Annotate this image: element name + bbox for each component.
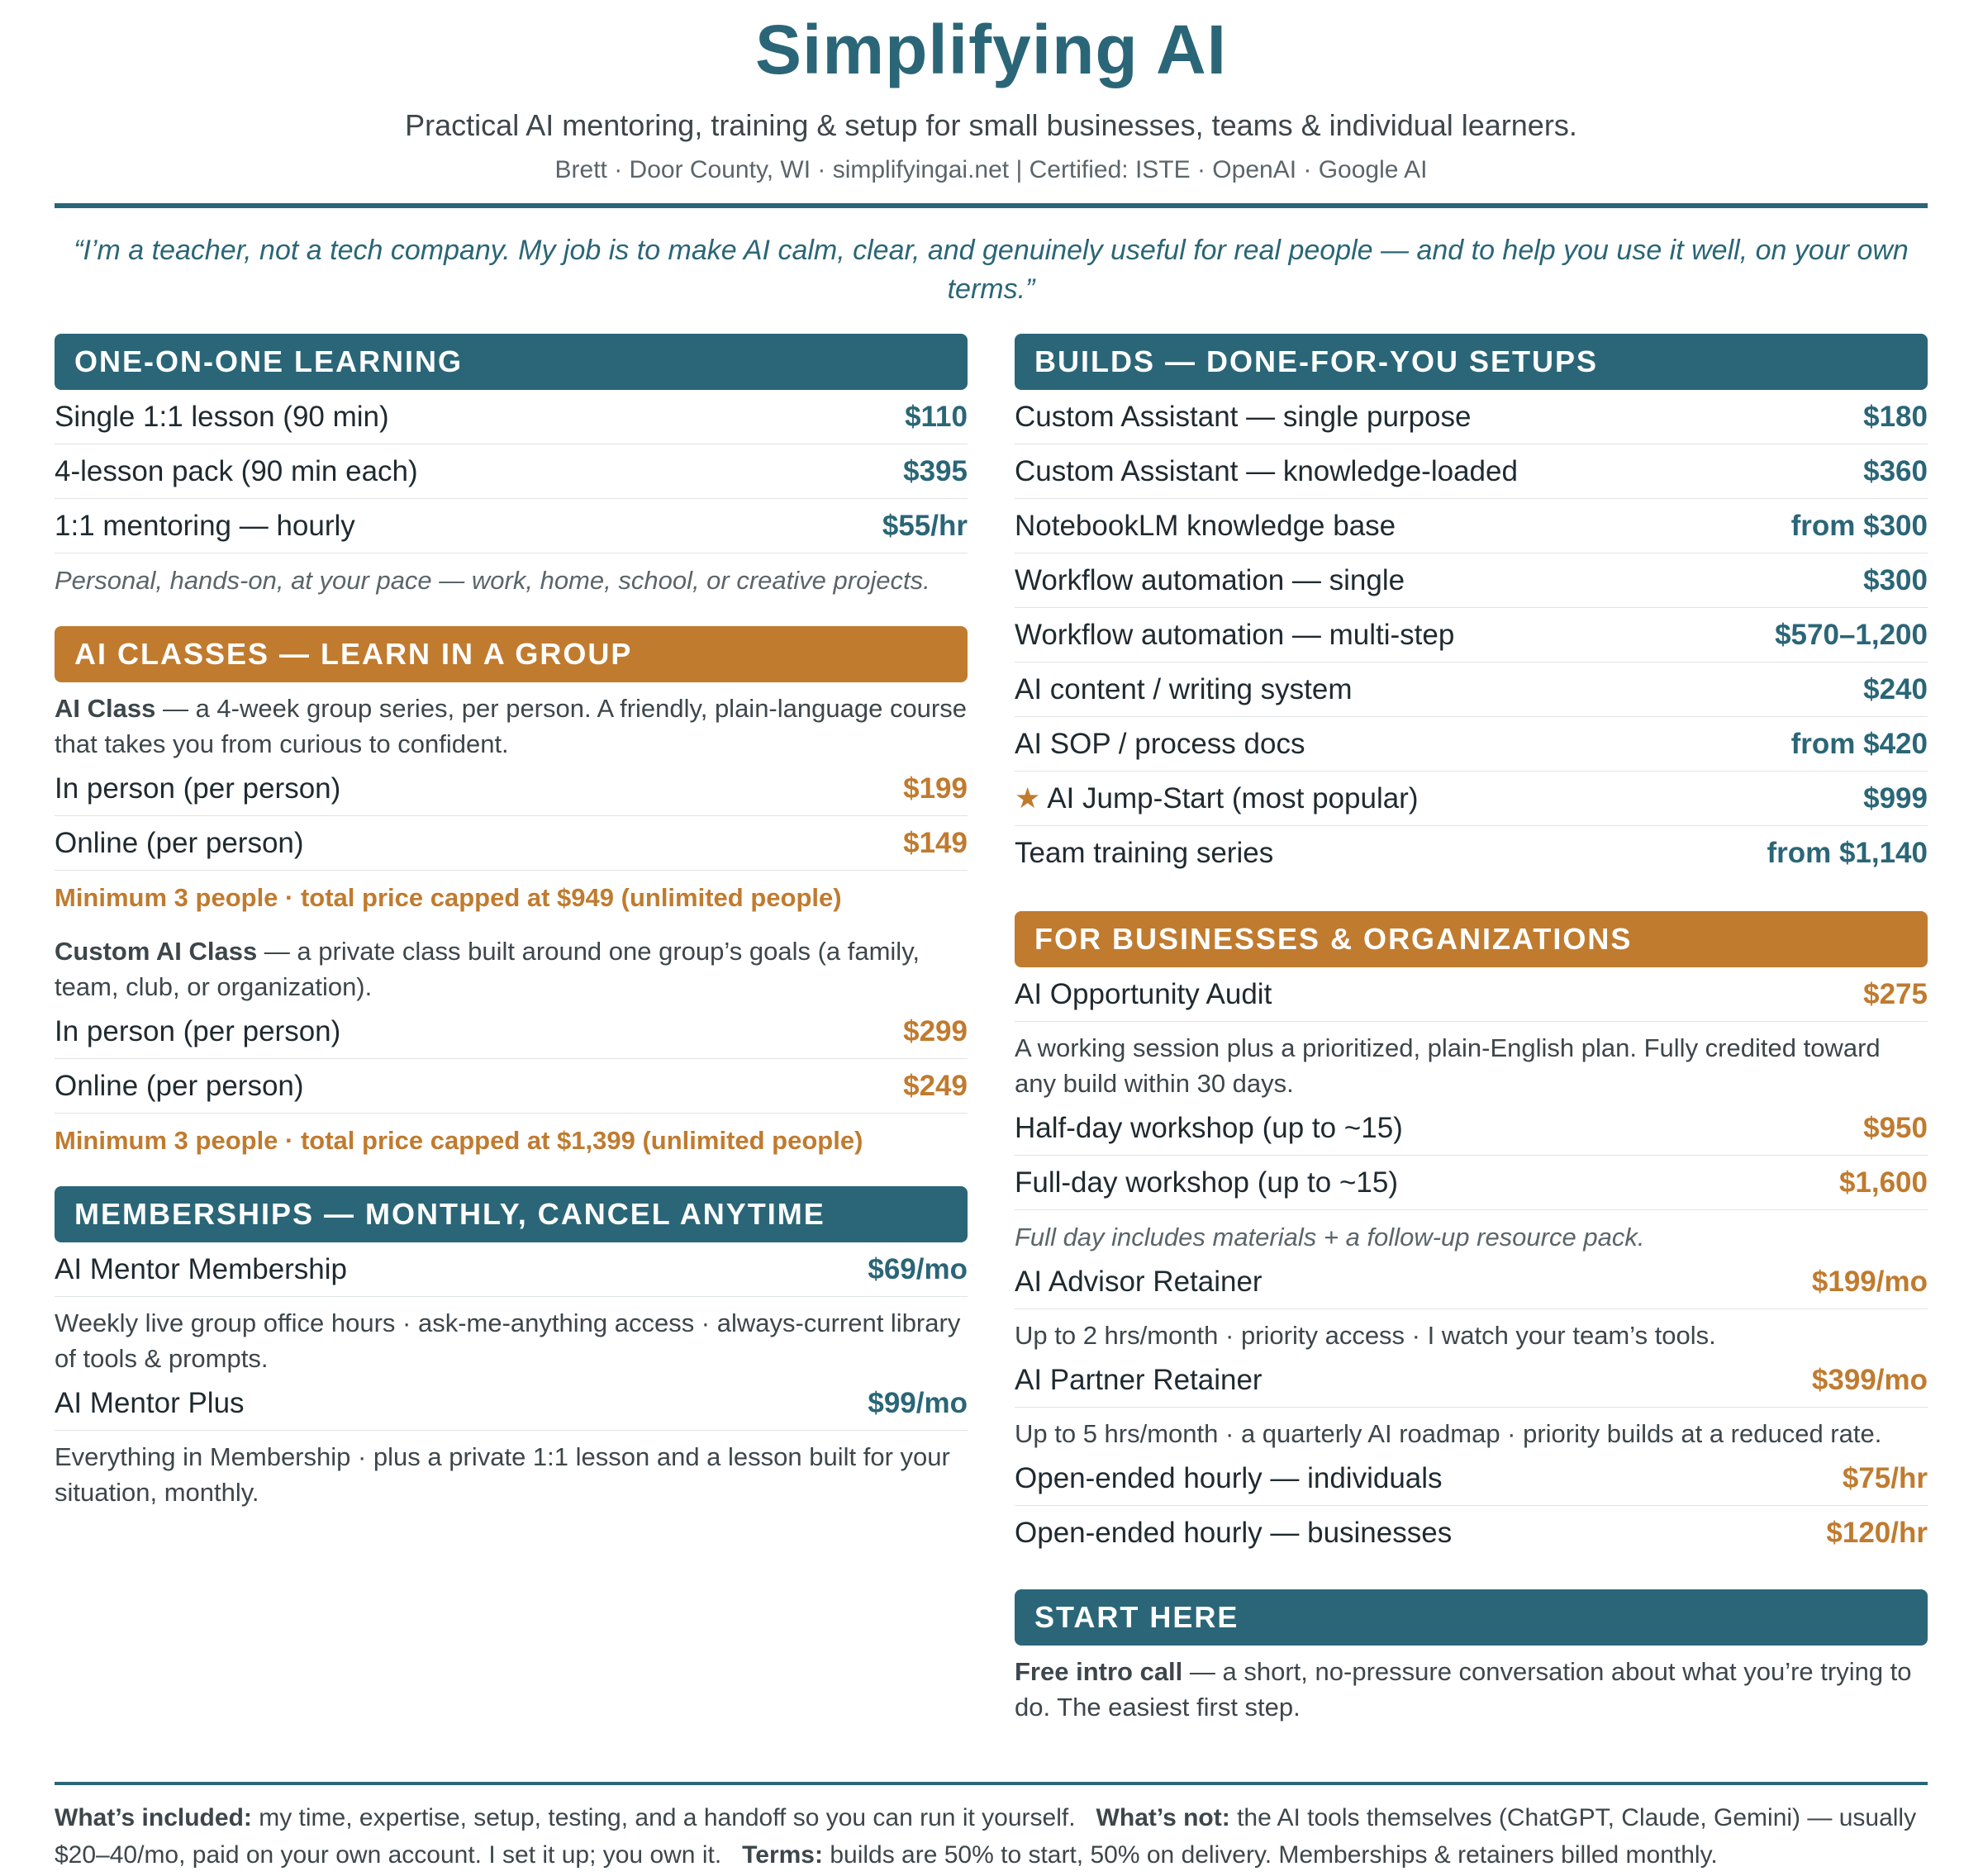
price-row — [55, 499, 968, 553]
terms-label: Terms: — [742, 1841, 823, 1869]
item-label: Custom Assistant — knowledge-loaded — [1015, 454, 1518, 487]
item-price: from $300 — [1790, 509, 1928, 542]
item-label: NotebookLM knowledge base — [1015, 509, 1396, 542]
item-label: AI Jump-Start (most popular) — [1047, 781, 1419, 815]
item-price: $275 — [1863, 977, 1928, 1010]
item-price: $55/hr — [882, 509, 968, 542]
right-column — [1015, 334, 1928, 1725]
item-price: $299 — [903, 1014, 968, 1047]
included-text: my time, expertise, setup, testing, and a handoff so you can run it yourself. — [251, 1804, 1096, 1831]
item-price: $360 — [1863, 454, 1928, 487]
item-label: AI Opportunity Audit — [1015, 977, 1272, 1010]
item-price: $570–1,200 — [1775, 618, 1928, 651]
item-label: Single 1:1 lesson (90 min) — [55, 400, 389, 433]
price-row — [55, 762, 968, 816]
item-price: $240 — [1863, 672, 1928, 705]
footer-terms — [55, 1799, 1928, 1874]
price-row — [1015, 1451, 1928, 1506]
price-row — [1015, 444, 1928, 499]
price-row — [55, 1376, 968, 1431]
item-label: AI Mentor Plus — [55, 1386, 245, 1419]
item-price: $99/mo — [868, 1386, 968, 1419]
item-price: $75/hr — [1842, 1461, 1928, 1494]
item-label: AI Mentor Membership — [55, 1252, 348, 1285]
price-row — [1015, 717, 1928, 772]
item-price: $149 — [903, 826, 968, 859]
left-column — [55, 334, 968, 1510]
footer-divider — [55, 1782, 1928, 1785]
price-row — [1015, 1506, 1928, 1560]
ai-class-description — [55, 691, 968, 762]
mission-quote: “I’m a teacher, not a tech company. My job is to make AI calm, clear, and genuinely useful for real people — and to help you use it well, on your own terms.” — [74, 235, 1909, 305]
custom-class-minimum: Minimum 3 people · total price capped at $1,399 (unlimited people) — [55, 1126, 863, 1155]
section-heading-start: START HERE — [1015, 1589, 1928, 1646]
page-subtitle: Practical AI mentoring, training & setup for small businesses, teams & individual learners. — [405, 108, 1577, 142]
ai-class-minimum: Minimum 3 people · total price capped at $949 (unlimited people) — [55, 883, 842, 912]
custom-class-name: Custom AI Class — [55, 937, 258, 966]
item-label-featured — [1015, 782, 1419, 815]
item-price: $300 — [1863, 563, 1928, 596]
intro-call-desc: — a short, no-pressure conversation about what you’re trying to do. The easiest first step. — [1015, 1657, 1912, 1722]
item-price: from $1,140 — [1767, 836, 1928, 869]
intro-call-description — [1015, 1654, 1928, 1725]
section-heading-builds: BUILDS — DONE-FOR-YOU SETUPS — [1015, 334, 1928, 390]
price-row — [1015, 1255, 1928, 1309]
section-heading-classes: AI CLASSES — LEARN IN A GROUP — [55, 626, 968, 682]
section-heading-business: FOR BUSINESSES & ORGANIZATIONS — [1015, 911, 1928, 967]
price-row — [55, 390, 968, 444]
item-label: In person (per person) — [55, 1014, 341, 1047]
item-label: Full-day workshop (up to ~15) — [1015, 1166, 1398, 1199]
price-row — [1015, 608, 1928, 663]
terms-text: builds are 50% to start, 50% on delivery. Memberships & retainers billed monthly. — [822, 1841, 1718, 1869]
price-row — [55, 816, 968, 871]
price-row — [1015, 826, 1928, 880]
item-label: 1:1 mentoring — hourly — [55, 509, 355, 542]
price-row — [1015, 1353, 1928, 1408]
price-row — [55, 1004, 968, 1059]
not-included-label: What’s not: — [1096, 1804, 1230, 1831]
item-label: 4-lesson pack (90 min each) — [55, 454, 418, 487]
section-heading-memberships: MEMBERSHIPS — MONTHLY, CANCEL ANYTIME — [55, 1186, 968, 1242]
item-label: Open-ended hourly — individuals — [1015, 1461, 1443, 1494]
item-price: $69/mo — [868, 1252, 968, 1285]
star-icon: ★ — [1015, 781, 1041, 815]
item-label: AI SOP / process docs — [1015, 727, 1305, 760]
price-row — [55, 444, 968, 499]
item-price: $399/mo — [1811, 1363, 1928, 1396]
item-price: $110 — [905, 400, 968, 433]
page-title: Simplifying AI — [755, 11, 1227, 88]
price-row — [1015, 553, 1928, 608]
item-label: AI Partner Retainer — [1015, 1363, 1263, 1396]
section-heading-one-on-one: ONE-ON-ONE LEARNING — [55, 334, 968, 390]
pricing-columns — [55, 334, 1928, 1738]
not-included-text: the AI tools themselves (ChatGPT, Claude, Gemini) — usually $20–40/mo, paid on your own account. I set it up; you own it. — [55, 1804, 1924, 1869]
item-price: $249 — [903, 1069, 968, 1102]
item-label: Half-day workshop (up to ~15) — [1015, 1111, 1403, 1144]
item-label: Open-ended hourly — businesses — [1015, 1516, 1453, 1549]
intro-call-name: Free intro call — [1015, 1657, 1183, 1686]
membership-description: Weekly live group office hours · ask-me-anything access · always-current library of tools & prompts. — [55, 1308, 961, 1373]
price-row — [1015, 499, 1928, 553]
contact-line: Brett · Door County, WI · simplifyingai.net | Certified: ISTE · OpenAI · Google AI — [554, 156, 1428, 183]
audit-description: A working session plus a prioritized, plain-English plan. Fully credited toward any build within 30 days. — [1015, 1033, 1881, 1098]
item-label: Workflow automation — single — [1015, 563, 1405, 596]
ai-class-name: AI Class — [55, 694, 156, 723]
item-label: Workflow automation — multi-step — [1015, 618, 1455, 651]
header-divider — [55, 203, 1928, 208]
ai-class-desc: — a 4-week group series, per person. A friendly, plain-language course that takes you from curious to confident. — [55, 694, 967, 758]
workshop-note: Full day includes materials + a follow-up resource pack. — [1015, 1223, 1645, 1251]
included-label: What’s included: — [55, 1804, 252, 1831]
price-row — [55, 1059, 968, 1114]
price-sheet — [55, 0, 1928, 1738]
item-label: Online (per person) — [55, 1069, 304, 1102]
custom-class-desc: — a private class built around one group’s goals (a family, team, club, or organization). — [55, 937, 920, 1001]
item-label: Custom Assistant — single purpose — [1015, 400, 1472, 433]
item-label: AI Advisor Retainer — [1015, 1265, 1263, 1298]
partner-description: Up to 5 hrs/month · a quarterly AI roadmap · priority builds at a reduced rate. — [1015, 1419, 1882, 1448]
item-label: In person (per person) — [55, 772, 341, 805]
price-row — [1015, 390, 1928, 444]
item-price: $180 — [1863, 400, 1928, 433]
membership-plus-description: Everything in Membership · plus a private 1:1 lesson and a lesson built for your situation, monthly. — [55, 1442, 950, 1507]
item-label: Online (per person) — [55, 826, 304, 859]
item-price: $199/mo — [1811, 1265, 1928, 1298]
item-price: $395 — [903, 454, 968, 487]
price-row — [1015, 1156, 1928, 1210]
item-price: $950 — [1863, 1111, 1928, 1144]
item-label: Team training series — [1015, 836, 1274, 869]
item-price: $199 — [903, 772, 968, 805]
custom-class-description — [55, 933, 968, 1004]
item-label: AI content / writing system — [1015, 672, 1353, 705]
item-price: from $420 — [1790, 727, 1928, 760]
item-price: $120/hr — [1826, 1516, 1928, 1549]
price-row — [1015, 663, 1928, 717]
item-price: $1,600 — [1838, 1166, 1928, 1199]
one-on-one-note: Personal, hands-on, at your pace — work, home, school, or creative projects. — [55, 566, 930, 595]
advisor-description: Up to 2 hrs/month · priority access · I watch your team’s tools. — [1015, 1321, 1716, 1350]
price-row — [55, 1242, 968, 1297]
price-row-featured — [1015, 772, 1928, 826]
price-row — [1015, 1101, 1928, 1156]
price-row — [1015, 967, 1928, 1022]
item-price: $999 — [1863, 781, 1928, 815]
